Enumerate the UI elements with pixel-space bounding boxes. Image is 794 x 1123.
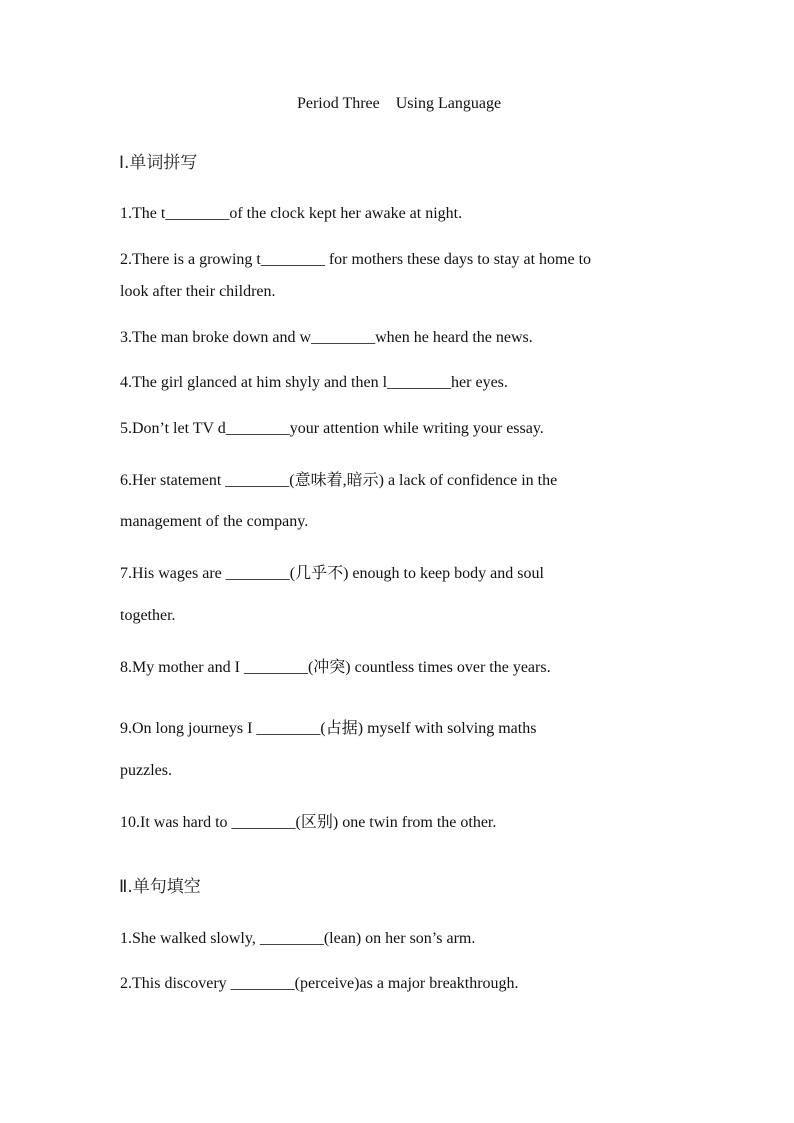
exercise-line: 2.There is a growing t________ for mothers these days to stay at home to bbox=[120, 251, 592, 268]
exercise-line: 1.The t________of the clock kept her awake at night. bbox=[120, 205, 463, 222]
exercise-line: 7.His wages are ________(几乎不) enough to keep body and soul bbox=[120, 565, 544, 582]
exercise-line: management of the company. bbox=[120, 513, 309, 530]
exercise-line: 5.Don’t let TV d________your attention while writing your essay. bbox=[120, 420, 544, 437]
exercise-line: 8.My mother and I ________(冲突) countless times over the years. bbox=[120, 659, 551, 676]
exercise-line: look after their children. bbox=[120, 283, 276, 300]
section-heading-spelling: Ⅰ.单词拼写 bbox=[119, 153, 198, 173]
section-heading-fill-in: Ⅱ.单句填空 bbox=[119, 877, 201, 897]
exercise-line: 1.She walked slowly, ________(lean) on her son’s arm. bbox=[120, 930, 476, 947]
exercise-line: together. bbox=[120, 607, 176, 624]
exercise-line: 9.On long journeys I ________(占据) myself with solving maths bbox=[120, 720, 537, 737]
exercise-line: 3.The man broke down and w________when he heard the news. bbox=[120, 329, 533, 346]
exercise-line: 6.Her statement ________(意味着,暗示) a lack of confidence in the bbox=[120, 472, 558, 489]
exercise-line: puzzles. bbox=[120, 762, 172, 779]
exercise-line: 10.It was hard to ________(区别) one twin from the other. bbox=[120, 814, 497, 831]
exercise-line: 2.This discovery ________(perceive)as a major breakthrough. bbox=[120, 975, 519, 992]
exercise-line: 4.The girl glanced at him shyly and then l________her eyes. bbox=[120, 374, 508, 391]
page-title: Period Three Using Language bbox=[296, 95, 502, 112]
